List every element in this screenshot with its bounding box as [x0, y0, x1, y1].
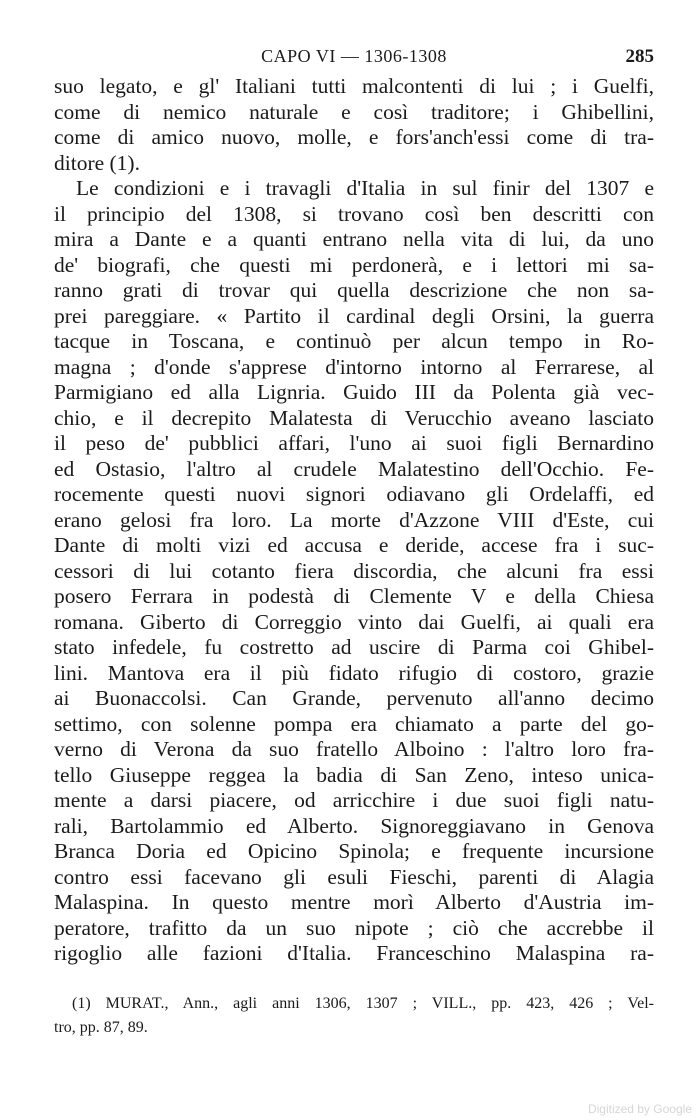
text-line: Le condizioni e i travagli d'Italia in sul finir del 1307 e [76, 176, 654, 200]
text-line: Parmigiano ed alla Lignria. Guido III da Polenta già vec- [54, 380, 654, 404]
text-line: de' biografi, che questi mi perdonerà, e i lettori mi sa- [54, 252, 654, 277]
running-head [54, 46, 654, 72]
footnote [54, 992, 654, 1040]
text-line: mente a darsi piacere, od arricchire i due suoi figli natu- [54, 788, 654, 812]
text-line: rali, Bartolammio ed Alberto. Signoreggiavano in Genova [54, 813, 654, 838]
text-line: Branca Doria ed Opicino Spinola; e frequente incursione [54, 839, 654, 863]
text-line: come di nemico naturale e così traditore; i Ghibellini, [54, 99, 654, 124]
body-text [54, 74, 654, 967]
text-line: tacque in Toscana, e continuò per alcun tempo in Ro- [54, 329, 654, 353]
text-line: prei pareggiare. « Partito il cardinal degli Orsini, la guerra [54, 303, 654, 328]
text-line: ditore (1). [54, 150, 140, 175]
text-line: peratore, trafitto da un suo nipote ; ciò che accrebbe il [54, 915, 654, 940]
text-line: verno di Verona da suo fratello Alboino : l'altro loro fra- [54, 737, 654, 761]
text-line: ai Buonaccolsi. Can Grande, pervenuto all'anno decimo [54, 686, 654, 710]
text-line: rigoglio alle fazioni d'Italia. Franceschino Malaspina ra- [54, 941, 654, 965]
text-line: posero Ferrara in podestà di Clemente V e della Chiesa [54, 584, 654, 608]
text-line: cessori di lui cotanto fiera discordia, che alcuni fra essi [54, 558, 654, 583]
text-line: rocemente questi nuovi signori odiavano gli Ordelaffi, ed [54, 482, 654, 506]
text-line: ranno grati di trovar qui quella descrizione che non sa- [54, 278, 654, 302]
text-line: stato infedele, fu costretto ad uscire di Parma coi Ghibel- [54, 635, 654, 659]
text-line: mira a Dante e a quanti entrano nella vita di lui, da uno [54, 227, 654, 251]
text-line: contro essi facevano gli esuli Fieschi, parenti di Alagia [54, 864, 654, 889]
text-line: romana. Giberto di Correggio vinto dai Guelfi, ai quali era [54, 609, 654, 634]
text-line: Dante di molti vizi ed accusa e deride, accese fra i suc- [54, 533, 654, 557]
text-line: settimo, con solenne pompa era chiamato a parte del go- [54, 711, 654, 736]
page-number: 285 [625, 46, 654, 67]
text-line: ed Ostasio, l'altro al crudele Malatestino dell'Occhio. Fe- [54, 456, 654, 481]
text-line: tello Giuseppe reggea la badia di San Zeno, inteso unica- [54, 762, 654, 787]
text-line: chio, e il decrepito Malatesta di Verucchio aveano lasciato [54, 405, 654, 430]
text-line: suo legato, e gl' Italiani tutti malcontenti di lui ; i Guelfi, [54, 74, 654, 98]
footnote-line: tro, pp. 87, 89. [54, 1019, 148, 1036]
text-line: il peso de' pubblici affari, l'uno ai suoi figli Bernardino [54, 431, 654, 455]
text-line: erano gelosi fra loro. La morte d'Azzone VIII d'Este, cui [54, 507, 654, 532]
running-title: CAPO VI — 1306-1308 [261, 46, 447, 66]
text-line: lini. Mantova era il più fidato rifugio di costoro, grazie [54, 660, 654, 685]
footnote-line: (1) MURAT., Ann., agli anni 1306, 1307 ; VILL., pp. 423, 426 ; Vel- [72, 995, 654, 1012]
digitization-watermark: Digitized by Google [587, 1102, 692, 1116]
text-line: il principio del 1308, si trovano così ben descritti con [54, 201, 654, 226]
text-line: Malaspina. In questo mentre morì Alberto d'Austria im- [54, 890, 654, 914]
text-line: come di amico nuovo, molle, e fors'anch'essi come di tra- [54, 125, 654, 149]
text-line: magna ; d'onde s'apprese d'intorno intorno al Ferrarese, al [54, 354, 654, 379]
